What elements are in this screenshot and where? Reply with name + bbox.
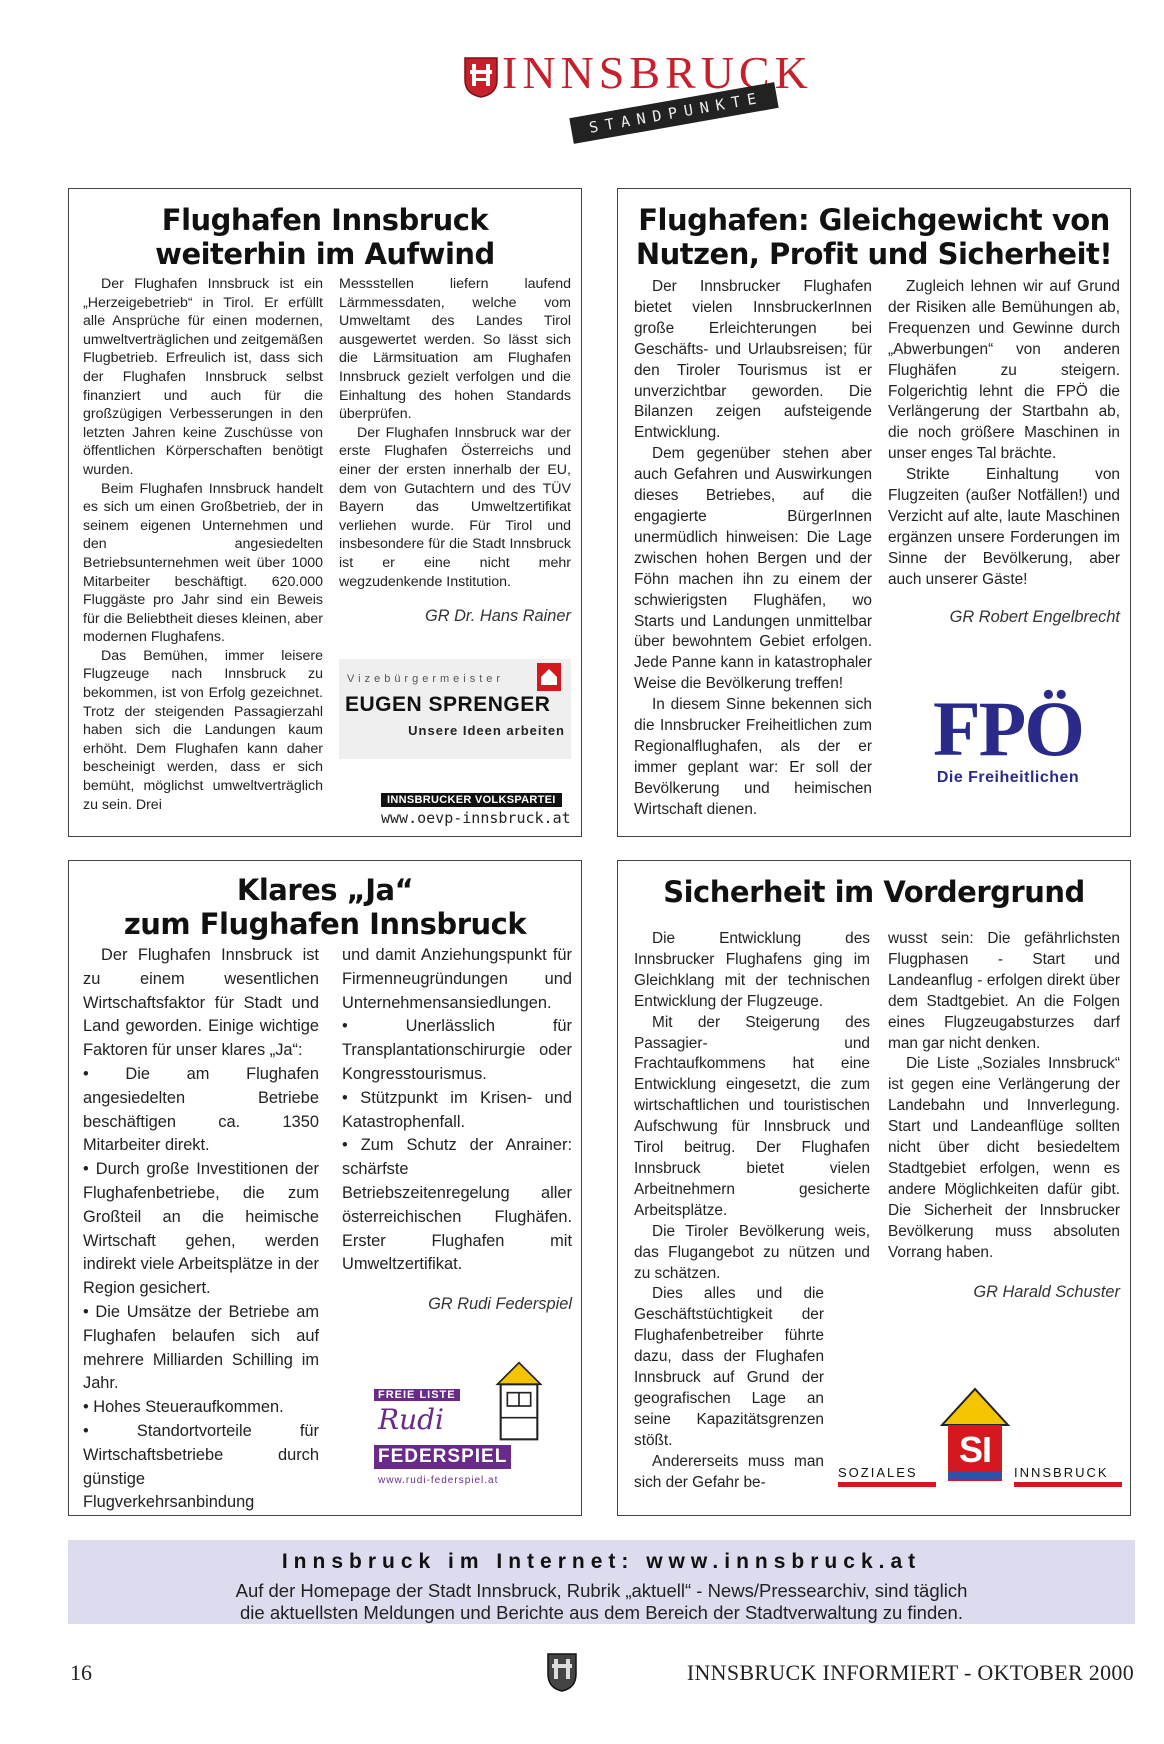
paragraph: Der Innsbrucker Flughafen bietet vielen InnsbruckerInnen große Erleichterungen bei Geschäfts- und Urlaubsreisen; für den Tiroler Tourismus ist er unverzichtbar geworden. Die Bilanzen zeigen aufsteigende Entwicklung.	[634, 278, 872, 442]
paragraph: Strikte Einhaltung von Flugzeiten (außer Notfällen!) und Verzicht auf alte, laute Maschinen ergänzen unsere Forderungen im Sinne der Bevölkerung, aber auch unserer Gäste!	[888, 466, 1120, 588]
logo-url: www.rudi-federspiel.at	[378, 1475, 499, 1486]
paragraph: und damit Anziehungspunkt für Firmenneugründungen und Unternehmensansiedlungen.	[342, 946, 572, 1012]
federspiel-logo	[374, 1351, 564, 1491]
paragraph: Der Flughafen Innsbruck ist ein „Herzeigebetrieb“ in Tirol. Er erfüllt alle Ansprüche für einen modernen, umweltverträglichen und zeitgemäßen Flugbetrieb. Erfreulich ist, dass sich der Flughafen Innsbruck selbst finanziert und auch für die großzügigen Verbesserungen in den letzten Jahren keine Zuschüsse von öffentlichen Körperschaften benötigt wurden.	[83, 276, 323, 478]
article-column-1	[634, 277, 872, 821]
paragraph: In diesem Sinne bekennen sich die Innsbrucker Freiheitlichen zum Regionalflughafen, als der er immer geplant war: Er soll der Bevölkerung und heimischen Wirtschaft dienen.	[634, 696, 872, 818]
fpoe-tagline: Die Freiheitlichen	[936, 769, 1080, 786]
article-fpoe	[617, 188, 1131, 837]
logo-mark: SI	[958, 1429, 991, 1470]
signature: GR Robert Engelbrecht	[949, 607, 1120, 626]
band-title: Innsbruck im Internet: www.innsbruck.at	[281, 1550, 922, 1573]
title-line-2: Nutzen, Profit und Sicherheit!	[635, 237, 1113, 271]
house-icon	[494, 1351, 544, 1451]
paragraph: Mit der Steigerung des Passagier- und Frachtaufkommens hat eine Entwicklung eingesetzt, die zum wirtschaftlichen und touristischen Aufschwung für Innsbruck und Tirol beitrug. Der Flughafen Innsbruck bietet vielen Arbeitnehmern gesicherte Arbeitsplätze.	[634, 1013, 870, 1219]
page-number: 16	[70, 1660, 92, 1685]
city-crest-icon	[546, 1652, 578, 1692]
logo-right-word: INNSBRUCK	[1014, 1465, 1122, 1487]
paragraph: Das Bemühen, immer leisere Flugzeuge nach Innsbruck zu bekommen, ist von Erfolg gezeichnet. Trotz der steigenden Passagierzahl haben sich die Landungen kaum erhöht. Dem Flughafen kann daher bescheinigt werden, dass er sich bemüht, möglichst umweltverträglich zu sein. Drei	[83, 647, 323, 813]
paragraph: Die Liste „Soziales Innsbruck“ ist gegen eine Verlängerung der Landebahn und Innverlegung. Start und Landeanflüge sollten nicht über dicht besiedeltem Stadtgebiet erfolgen, wenn es andere Möglichkeiten dafür gibt. Die Sicherheit der Innsbrucker Bevölkerung muss absoluten Vorrang haben.	[888, 1055, 1120, 1261]
title-line-1: Flughafen Innsbruck	[161, 203, 489, 237]
paragraph: Die Tiroler Bevölkerung weis, das Flugangebot zu nützen und zu schätzen.	[634, 1222, 870, 1282]
title-line-1: Flughafen: Gleichgewicht von	[638, 203, 1110, 237]
bullet-item: • Zum Schutz der Anrainer: schärfste Betriebszeitenregelung aller österreichischen Flughäfen. Erster Flughafen mit Umweltzertifikat.	[342, 1136, 572, 1274]
article-title	[618, 203, 1130, 271]
brand-title: INNSBRUCK	[502, 47, 813, 98]
oevp-house-icon	[537, 663, 561, 691]
article-column-2	[888, 277, 1120, 628]
paragraph: Dem gegenüber stehen aber auch Gefahren und Auswirkungen dieses Betriebes, auf die engagierte BürgerInnen unermüdlich hinweisen: Die Lage zwischen hohen Bergen und der Föhn machen ihn zu einem der schwierigsten Flughäfen, wo Starts und Landungen unmittelbar über bewohntem Gebiet erfolgen. Jede Panne kann in katastrophaler Weise die Bevölkerung treffen!	[634, 445, 872, 693]
article-title	[69, 873, 581, 941]
masthead	[0, 40, 1164, 150]
title-line-1: Klares „Ja“	[236, 873, 414, 907]
article-column-2	[888, 929, 1120, 1302]
article-column-2	[342, 944, 572, 1317]
bullet-item: • Durch große Investitionen der Flughafenbetriebe, die zum Großteil an die heimische Wirtschaft gehen, werden indirekt viele Arbeitsplätze in der Region gesichert.	[83, 1160, 319, 1298]
paragraph: Messstellen liefern laufend Lärmmessdaten, welche vom Umweltamt des Landes Tirol ausgewertet werden. So lässt sich die Lärmsituation am Flughafen Innsbruck gezielt verfolgen und die Einhaltung des hohen Standards überprüfen.	[339, 276, 571, 423]
paragraph: Die Entwicklung des Innsbrucker Flughafens ging im Gleichklang mit der technischen Entwicklung der Flugzeuge.	[634, 930, 870, 1010]
article-column-2	[339, 275, 571, 626]
article-oevp	[68, 188, 582, 837]
article-column-1	[83, 944, 319, 1515]
article-column-1	[634, 929, 870, 1493]
bullet-item: • Die Umsätze der Betriebe am Flughafen belaufen sich auf mehrere Milliarden Schilling im Jahr.	[83, 1302, 319, 1393]
title-line-1: Sicherheit im Vordergrund	[663, 875, 1085, 909]
article-soziales	[617, 860, 1131, 1516]
logo-federspiel: FEDERSPIEL	[374, 1445, 511, 1469]
article-column-1	[83, 275, 323, 814]
paragraph: Andererseits muss man sich der Gefahr be-	[634, 1452, 824, 1491]
fpoe-logo	[908, 685, 1108, 789]
logo-left-word: SOZIALES	[838, 1465, 936, 1487]
logo-slogan: Unsere Ideen arbeiten	[408, 723, 565, 738]
bullet-item: • Standortvorteile für Wirtschaftsbetriebe durch günstige Flugverkehrsanbindung	[83, 1421, 319, 1512]
band-text	[68, 1580, 1135, 1624]
article-title	[618, 875, 1130, 909]
paragraph: Der Flughafen Innsbruck ist zu einem wesentlichen Wirtschaftsfaktor für Stadt und Land geworden. Einige wichtige Faktoren für unser klares „Ja“:	[83, 946, 319, 1060]
article-title	[69, 203, 581, 271]
bullet-item: • Unerlässlich für Transplantationschirurgie oder Kongresstourismus.	[342, 1017, 572, 1083]
title-line-2: zum Flughafen Innsbruck	[123, 907, 527, 941]
logo-rudi: Rudi	[378, 1403, 444, 1436]
bullet-item: • Hohes Steueraufkommen.	[83, 1398, 284, 1417]
oevp-logo	[339, 659, 571, 759]
signature: GR Harald Schuster	[973, 1282, 1120, 1301]
fpoe-mark: FPÖ	[933, 685, 1083, 772]
paragraph: Der Flughafen Innsbruck war der erste Flughafen Österreichs und einer der ersten innerhalb der EU, dem von Gutachtern und des TÜV Bayern das Umweltzertifikat verliehen wurde. Für Tirol und insbesondere für die Stadt Innsbruck ist er eine nicht mehr wegzudenkende Institution.	[339, 424, 571, 590]
party-label: INNSBRUCKER VOLKSPARTEI	[381, 793, 562, 807]
paragraph: wusst sein: Die gefährlichsten Flugphasen - Start und Landeanflug - erfolgen direkt über dem Stadtgebiet. An die Folgen eines Flugzeugabsturzes darf man gar nicht denken.	[888, 930, 1120, 1052]
band-line-1: Auf der Homepage der Stadt Innsbruck, Rubrik „aktuell“ - News/Pressearchiv, sind täglich	[235, 1580, 968, 1601]
band-line-2: die aktuellsten Meldungen und Berichte aus dem Bereich der Stadtverwaltung zu finden.	[240, 1602, 963, 1623]
soziales-innsbruck-logo	[838, 1381, 1124, 1509]
title-line-2: weiterhin im Aufwind	[155, 237, 495, 271]
signature: GR Dr. Hans Rainer	[424, 607, 571, 626]
brand-subtitle: STANDPUNKTE	[569, 82, 779, 144]
bullet-item: • Die am Flughafen angesiedelten Betriebe beschäftigen ca. 1350 Mitarbeiter direkt.	[83, 1064, 319, 1155]
innsbruck-crest-icon	[463, 56, 499, 98]
paragraph: Beim Flughafen Innsbruck handelt es sich um einen Großbetrieb, der in seinem eigenen Unternehmen und den angesiedelten Betriebsunternehmen weit über 1000 Mitarbeiter beschäftigt. 620.000 Fluggäste pro Jahr sind ein Beweis für die Beliebtheit dieses kleinen, aber modernen Flughafens.	[83, 480, 323, 646]
signature: GR Rudi Federspiel	[428, 1295, 572, 1314]
logo-name: EUGEN SPRENGER	[345, 693, 551, 716]
article-federspiel	[68, 860, 582, 1516]
bullet-item: • Stützpunkt im Krisen- und Katastrophenfall.	[342, 1088, 572, 1131]
paragraph: Dies alles und die Geschäftstüchtigkeit der Flughafenbetreiber führte dazu, dass der Flughafen Innsbruck auf Grund der geografischen Lage an seine Kapazitätsgrenzen stößt.	[634, 1285, 824, 1449]
logo-line-vizebuergermeister: Vizebürgermeister	[347, 673, 505, 685]
logo-freie-liste: FREIE LISTE	[374, 1389, 460, 1401]
publication-title: INNSBRUCK INFORMIERT - OKTOBER 2000	[686, 1660, 1134, 1685]
paragraph: Zugleich lehnen wir auf Grund der Risiken alle Bemühungen ab, Frequenzen und Gewinne durch „Abwerbungen“ von anderen Flughäfen zu steigern. Folgerichtig lehnt die FPÖ die Verlängerung der Startbahn ab, die noch größere Maschinen in unser enges Tal brächte.	[888, 278, 1120, 463]
party-url: www.oevp-innsbruck.at	[381, 809, 571, 827]
internet-info-band	[68, 1540, 1135, 1624]
